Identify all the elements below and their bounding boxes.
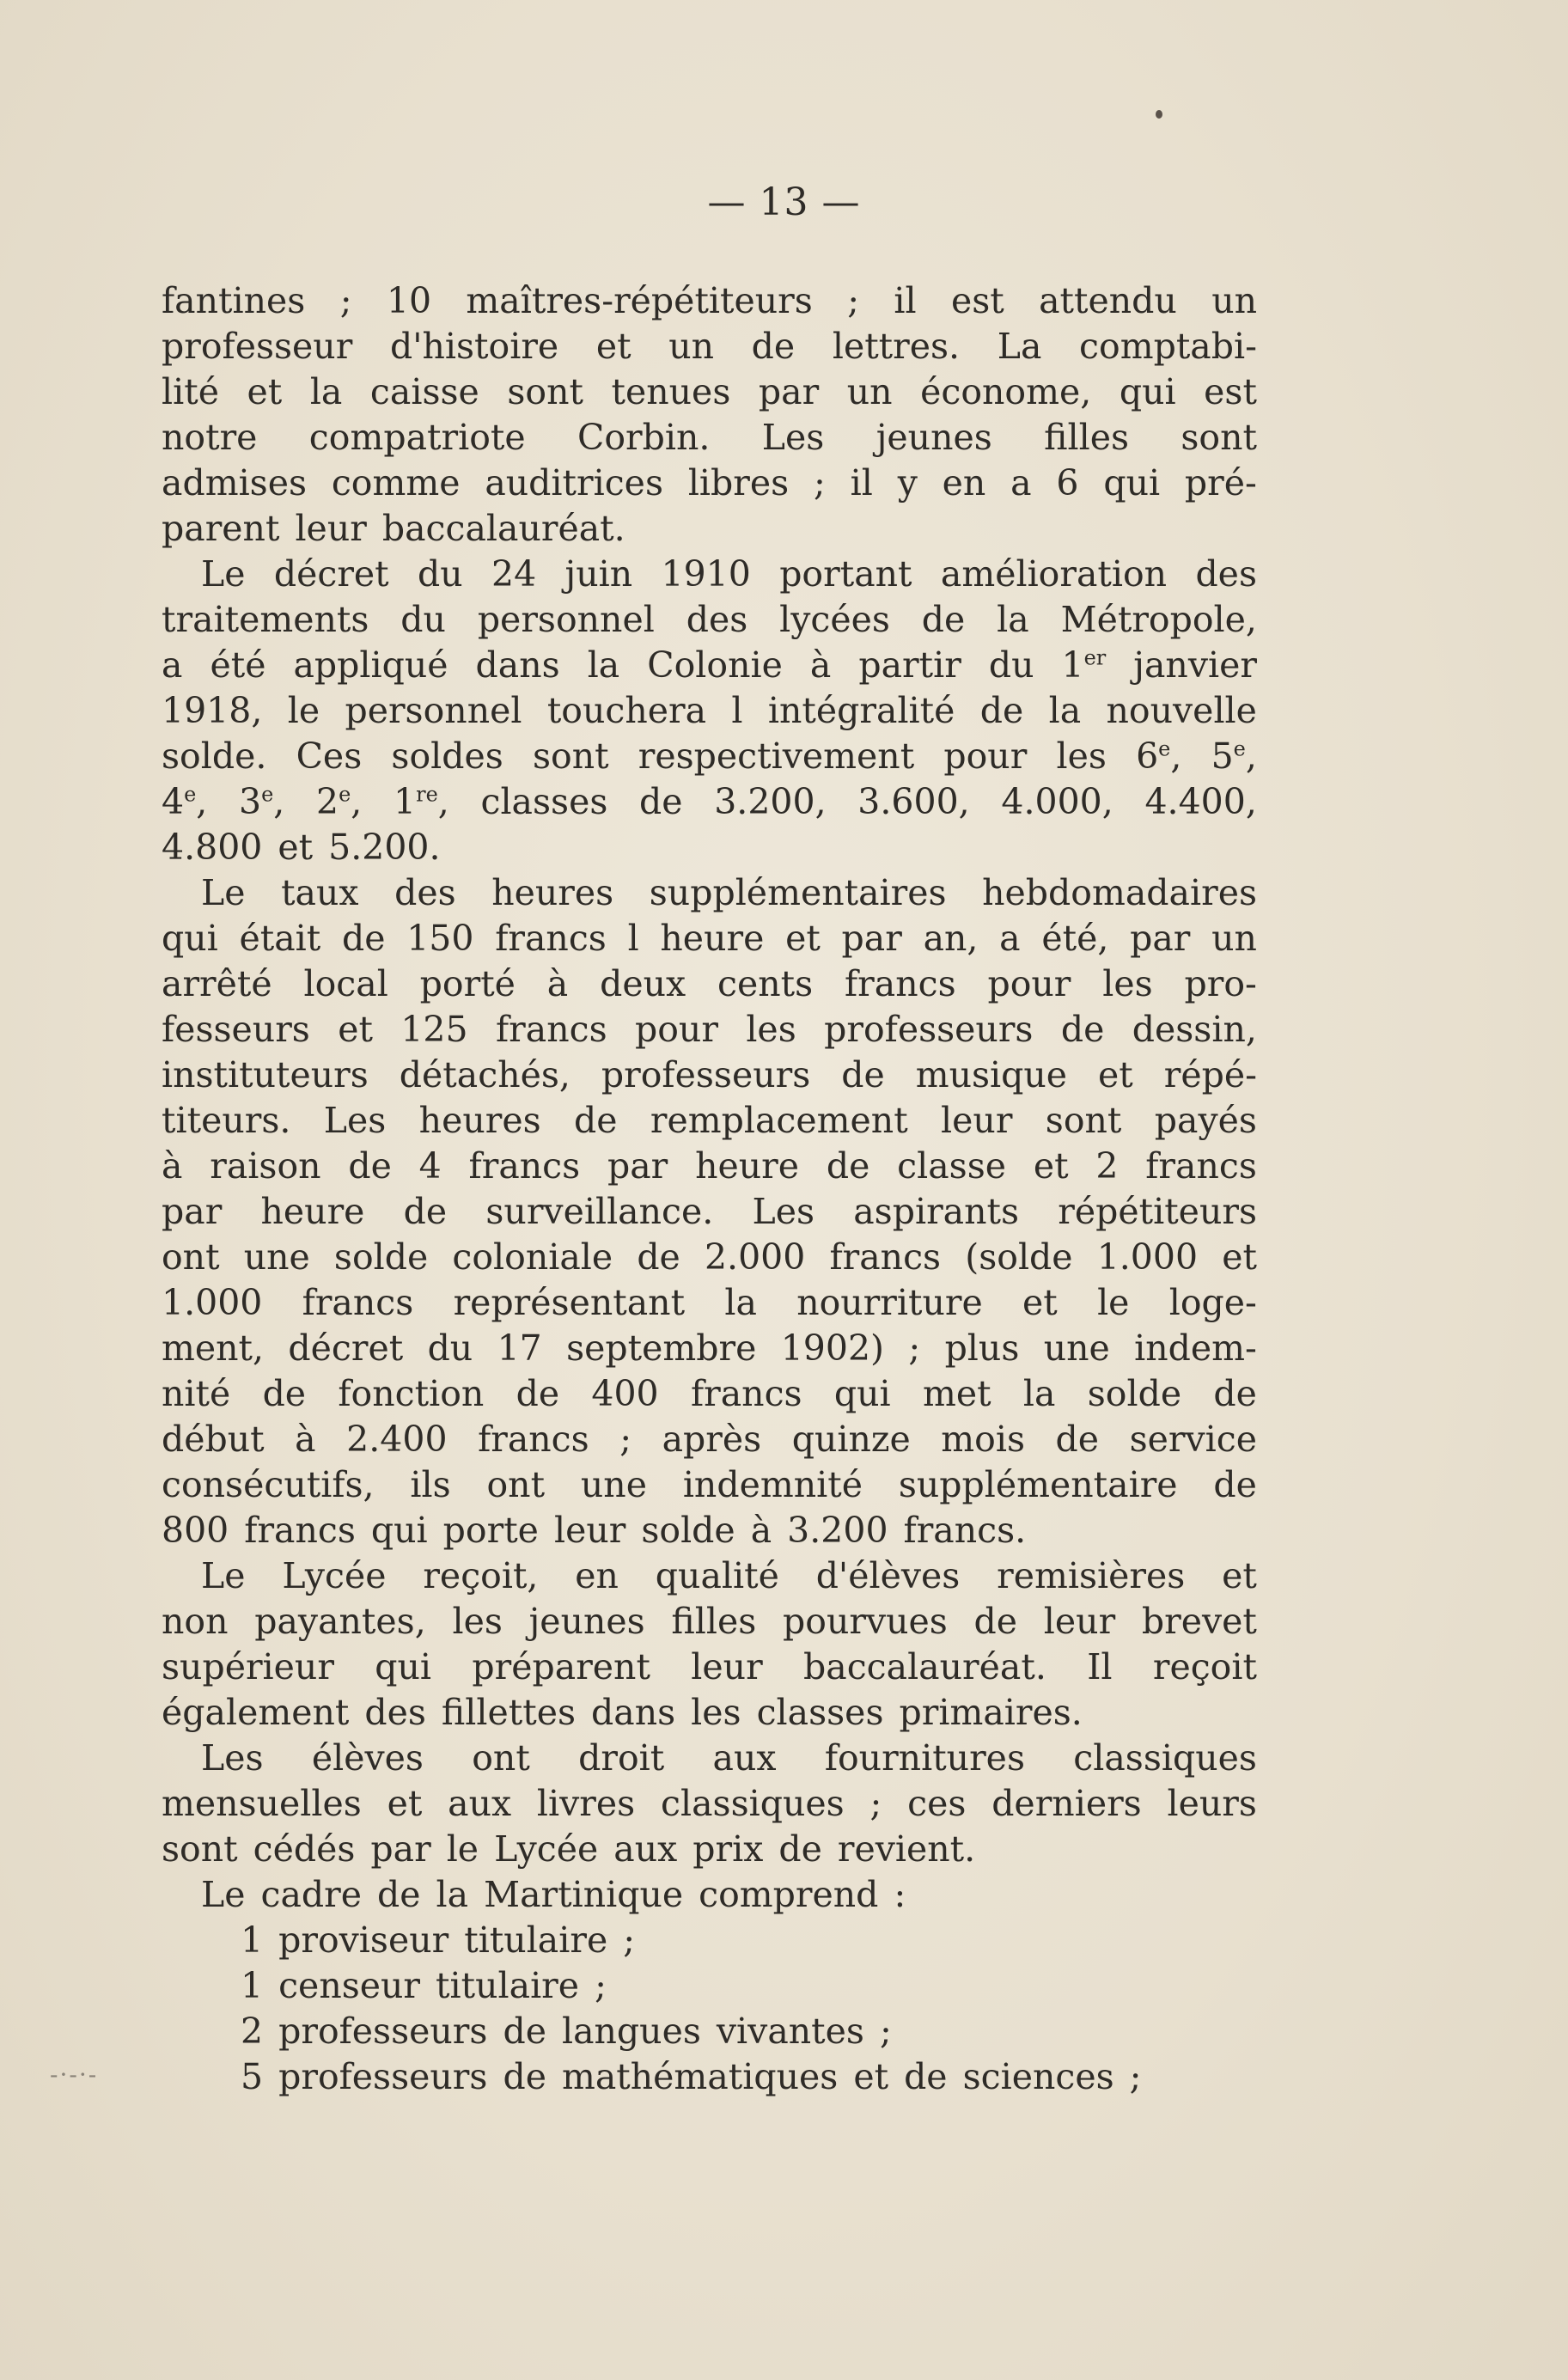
text-line: parent leur baccalauréat. [162,508,625,549]
text-line: ment, décret du 17 septembre 1902) ; plus une indem- [162,1327,1257,1369]
text-line: 4e, 3e, 2e, 1re, classes de 3.200, 3.600, 4.000, 4.400, [162,781,1257,822]
text-line: traitements du personnel des lycées de la Métropole, [162,599,1257,640]
text-line: a été appliqué dans la Colonie à partir du 1er janvier [162,644,1257,686]
text-line: 800 francs qui porte leur solde à 3.200 francs. [162,1510,1027,1551]
text-line: 2 professeurs de langues vivantes ; [241,2011,892,2052]
text-line: sont cédés par le Lycée aux prix de revient. [162,1828,976,1870]
text-line: Le taux des heures supplémentaires hebdomadaires [201,872,1257,913]
text-line: arrêté local porté à deux cents francs pour les pro- [162,963,1257,1004]
text-line: nité de fonction de 400 francs qui met la solde de [162,1373,1257,1414]
text-line: Les élèves ont droit aux fournitures classiques [201,1737,1257,1779]
text-line: 5 professeurs de mathématiques et de sciences ; [241,2056,1142,2097]
text-line: Le Lycée reçoit, en qualité d'élèves remisières et [201,1555,1257,1596]
margin-mark: -·-·- [50,2060,99,2089]
text-line: lité et la caisse sont tenues par un économe, qui est [162,371,1257,412]
text-line: fantines ; 10 maîtres-répétiteurs ; il est attendu un [162,280,1257,321]
text-line: instituteurs détachés, professeurs de musique et répé- [162,1054,1257,1095]
text-line: à raison de 4 francs par heure de classe et 2 francs [162,1145,1257,1187]
text-line: ont une solde coloniale de 2.000 francs (solde 1.000 et [162,1236,1257,1278]
text-line: professeur d'histoire et un de lettres. La comptabi- [162,326,1257,367]
text-line: 4.800 et 5.200. [162,827,441,868]
text-line: titeurs. Les heures de remplacement leur sont payés [162,1100,1257,1141]
text-line: mensuelles et aux livres classiques ; ces derniers leurs [162,1783,1257,1824]
ink-speck [1156,110,1162,119]
text-line: également des fillettes dans les classes primaires. [162,1692,1083,1733]
text-line: notre compatriote Corbin. Les jeunes filles sont [162,417,1257,458]
text-line: qui était de 150 francs l heure et par an, a été, par un [162,918,1257,959]
page-number: — 13 — [707,180,861,224]
text-line: par heure de surveillance. Les aspirants répétiteurs [162,1191,1257,1232]
text-line: non payantes, les jeunes filles pourvues de leur brevet [162,1601,1257,1642]
text-line: 1 proviseur titulaire ; [241,1919,636,1961]
text-line: début à 2.400 francs ; après quinze mois de service [162,1419,1257,1460]
text-line: fesseurs et 125 francs pour les professeurs de dessin, [162,1009,1257,1050]
text-line: 1 censeur titulaire ; [241,1965,607,2006]
text-line: Le décret du 24 juin 1910 portant amélioration des [201,553,1257,595]
text-line: solde. Ces soldes sont respectivement pour les 6e, 5e, [162,735,1257,777]
body-text [162,278,1257,2100]
text-line: 1918, le personnel touchera l intégralité de la nouvelle [162,690,1257,731]
text-line: admises comme auditrices libres ; il y en a 6 qui pré- [162,462,1257,503]
text-line: 1.000 francs représentant la nourriture et le loge- [162,1282,1257,1323]
text-line: consécutifs, ils ont une indemnité supplémentaire de [162,1464,1257,1505]
text-line: Le cadre de la Martinique comprend : [201,1874,906,1915]
text-line: supérieur qui préparent leur baccalauréat. Il reçoit [162,1646,1257,1687]
